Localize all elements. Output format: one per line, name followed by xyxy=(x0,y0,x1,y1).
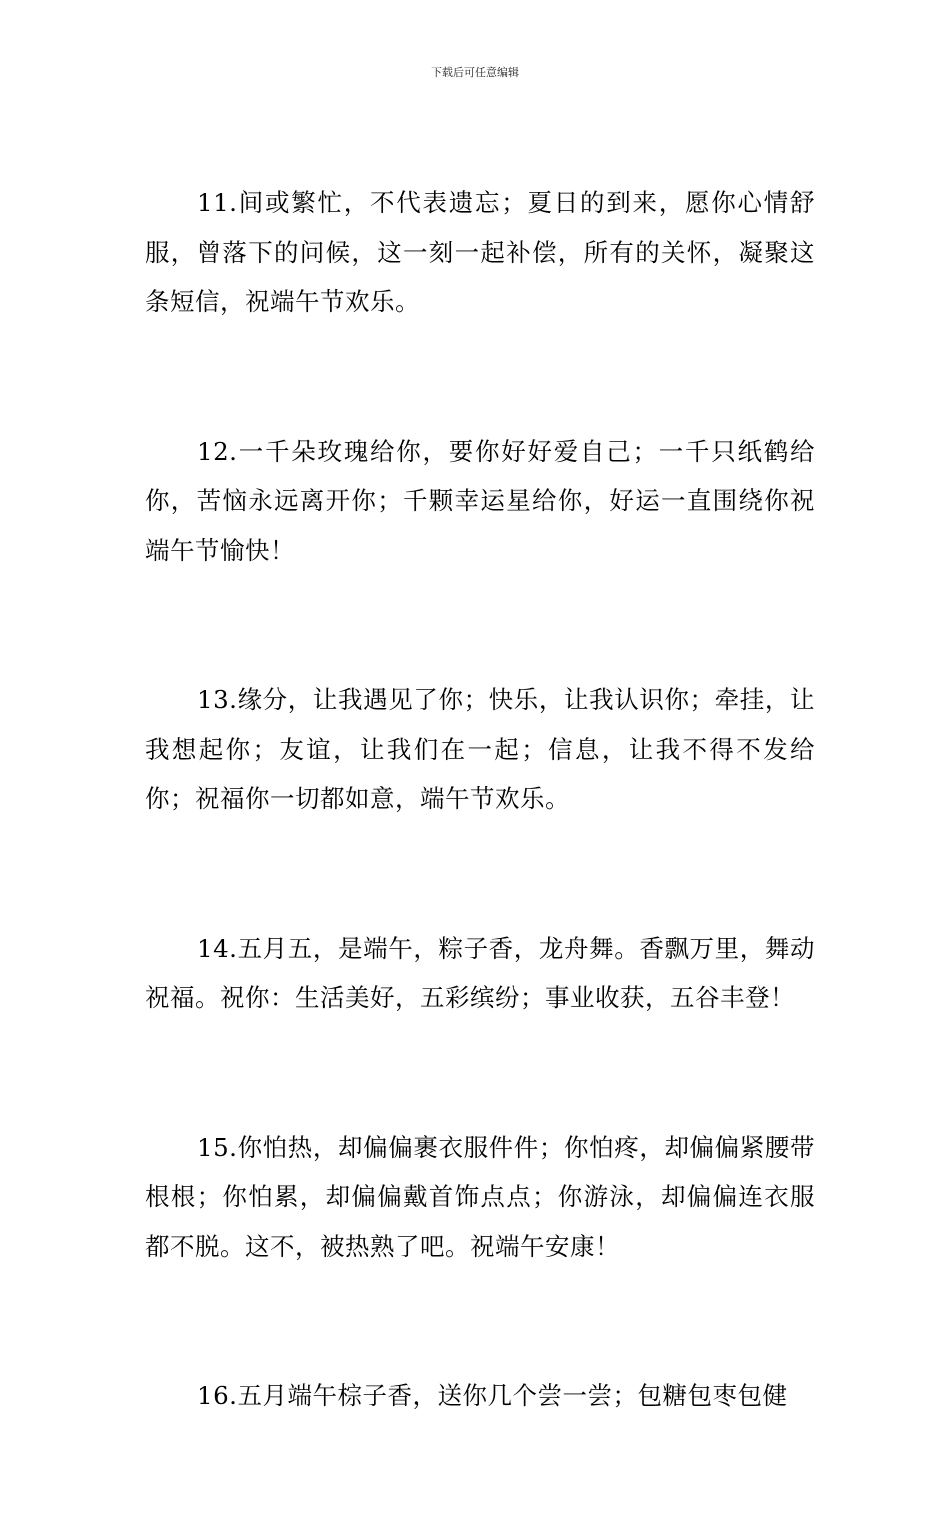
paragraph-15: 15.你怕热，却偏偏裹衣服件件；你怕疼，却偏偏紧腰带根根；你怕累，却偏偏戴首饰点点；你游泳，却偏偏连衣服都不脱。这不，被热熟了吧。祝端午安康！ xyxy=(145,1132,815,1261)
paragraph-16: 16.五月端午棕子香，送你几个尝一尝；包糖包枣包健 xyxy=(197,1381,788,1410)
page-header-note: 下载后可任意编辑 xyxy=(431,66,519,79)
document-body xyxy=(145,178,815,1521)
paragraph-13: 13.缘分，让我遇见了你；快乐，让我认识你；牵挂，让我想起你；友谊，让我们在一起；信息，让我不得不发给你；祝福你一切都如意，端午节欢乐。 xyxy=(145,685,815,813)
paragraph-14: 14.五月五，是端午，粽子香，龙舟舞。香飘万里，舞动祝福。祝你：生活美好，五彩缤纷；事业收获，五谷丰登！ xyxy=(145,933,815,1012)
paragraph-12: 12.一千朵玫瑰给你，要你好好爱自己；一千只纸鹤给你，苦恼永远离开你；千颗幸运星给你，好运一直围绕你祝端午节愉快！ xyxy=(145,436,815,565)
paragraph-11: 11.间或繁忙，不代表遗忘；夏日的到来，愿你心情舒服，曾落下的问候，这一刻一起补偿，所有的关怀，凝聚这条短信，祝端午节欢乐。 xyxy=(145,188,815,316)
